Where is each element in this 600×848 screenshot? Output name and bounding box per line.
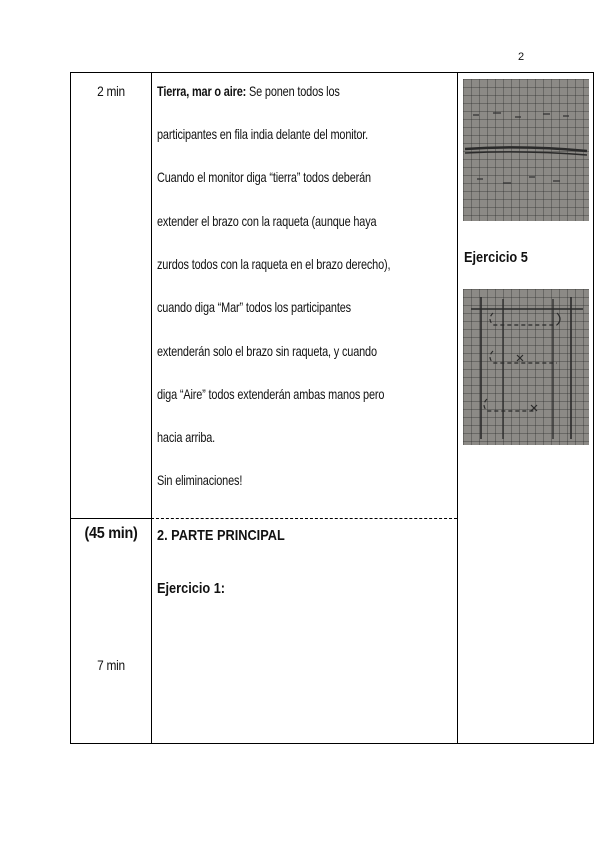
warmup-text-0: Se ponen todos los xyxy=(246,83,340,99)
warmup-text-1: participantes en fila india delante del monitor. xyxy=(157,126,369,142)
exercise1-time: 7 min xyxy=(97,657,125,673)
exercise5-label: Ejercicio 5 xyxy=(464,249,528,266)
warmup-text-3: extender el brazo con la raqueta (aunque haya xyxy=(157,213,377,229)
warmup-title: Tierra, mar o aire: xyxy=(157,83,247,99)
warmup-text-9: Sin eliminaciones! xyxy=(157,472,243,488)
exercise5-sketch-photo xyxy=(463,289,589,445)
warmup-time: 2 min xyxy=(97,83,125,99)
session-table xyxy=(70,72,594,744)
page-number: 2 xyxy=(518,51,525,63)
warmup-text-2: Cuando el monitor diga “tierra” todos deberán xyxy=(157,169,371,185)
court-sketch-photo xyxy=(463,79,589,221)
warmup-text-5: cuando diga “Mar” todos los participantes xyxy=(157,299,351,315)
warmup-line-1 xyxy=(157,83,422,99)
court-sketch-drawing xyxy=(463,79,589,221)
main-total-time: (45 min) xyxy=(84,525,138,542)
warmup-text-4: zurdos todos con la raqueta en el brazo derecho), xyxy=(157,256,391,272)
section-title: 2. PARTE PRINCIPAL xyxy=(157,527,285,544)
column-divider-time xyxy=(151,73,152,743)
row-divider-dashed xyxy=(151,518,457,519)
exercise1-title: Ejercicio 1: xyxy=(157,580,226,597)
warmup-text-8: hacia arriba. xyxy=(157,429,216,445)
row-divider-time xyxy=(71,518,151,519)
exercise5-sketch-drawing xyxy=(463,289,589,445)
warmup-text-6: extenderán solo el brazo sin raqueta, y cuando xyxy=(157,343,377,359)
column-divider-image xyxy=(457,73,458,743)
warmup-text-7: diga “Aire” todos extenderán ambas manos pero xyxy=(157,386,385,402)
